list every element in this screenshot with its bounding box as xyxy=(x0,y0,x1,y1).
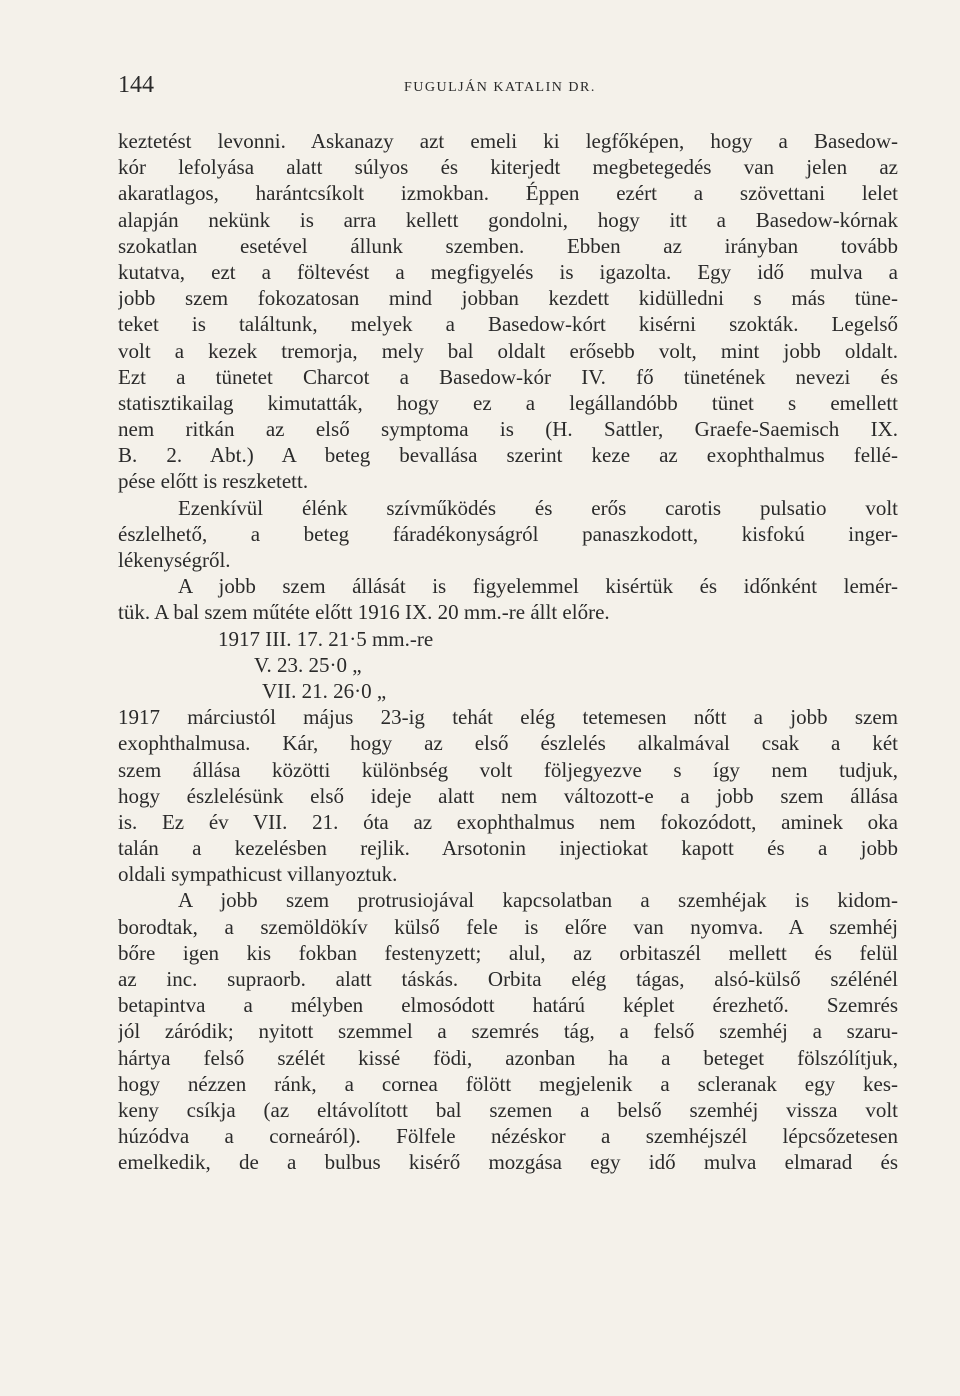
text-line: lékenységről. xyxy=(118,548,231,572)
text-line: húzódva a corneáról). Fölfele nézéskor a szemhéjszél lépcsőzetesen xyxy=(118,1124,898,1149)
text-line: kór lefolyása alatt súlyos és kiterjedt megbetegedés van jelen az xyxy=(118,155,898,180)
text-line: B. 2. Abt.) A beteg bevallása szerint keze az exophthalmus fellé- xyxy=(118,443,898,468)
text-line: betapintva a mélyben elmosódott határú képlet érezhető. Szemrés xyxy=(118,993,898,1018)
text-line: jobb szem fokozatosan mind jobban kezdett kidülledni s más tüne- xyxy=(118,286,898,311)
text-line: hártya felső szélét kissé födi, azonban ha a beteget fölszólítjuk, xyxy=(118,1045,898,1070)
text-line: szem állása közötti különbség volt följegyezve s így nem tudjuk, xyxy=(118,757,898,782)
text-line: talán a kezelésben rejlik. Arsotonin injectiokat kapott és a jobb xyxy=(118,836,898,861)
text-line: statisztikailag kimutatták, hogy ez a legállandóbb tünet s emellett xyxy=(118,390,898,415)
text-line: keny csíkja (az eltávolított bal szemen a belső szemhéj vissza volt xyxy=(118,1097,898,1122)
text-line: volt a kezek tremorja, mely bal oldalt erősebb volt, mint jobb oldalt. xyxy=(118,338,898,363)
running-head: FUGULJÁN KATALIN DR. xyxy=(404,80,596,95)
text-line: exophthalmusa. Kár, hogy az első észlelés alkalmával csak a két xyxy=(118,731,898,756)
text-line: Ezt a tünetet Charcot a Basedow-kór IV. fő tünetének nevezi és xyxy=(118,364,898,389)
text-line: borodtak, a szemöldökív külső fele is előre van nyomva. A szemhéj xyxy=(118,914,898,939)
text-line: A jobb szem állását is figyelemmel kisértük és időnként lemér- xyxy=(178,574,898,599)
document-page xyxy=(118,72,898,1175)
text-line: 1917 márciustól május 23-ig tehát elég tetemesen nőtt a jobb szem xyxy=(118,705,898,730)
text-line: emelkedik, de a bulbus kisérő mozgása egy idő mulva elmarad és xyxy=(118,1150,898,1175)
text-line: nem ritkán az első symptoma is (H. Sattler, Graefe-Saemisch IX. xyxy=(118,417,898,442)
text-line: is. Ez év VII. 21. óta az exophthalmus nem fokozódott, aminek oka xyxy=(118,809,898,834)
text-line: keztetést levonni. Askanazy azt emeli ki legfőképen, hogy a Basedow- xyxy=(118,129,898,153)
page-header xyxy=(118,72,898,112)
text-line: szokatlan esetével állunk szemben. Ebben az irányban tovább xyxy=(118,233,898,258)
text-line: oldali sympathicust villanyoztuk. xyxy=(118,862,398,887)
text-line: jól záródik; nyitott szemmel a szemrés tág, a felső szemhéj a szaru- xyxy=(118,1019,898,1044)
text-line: alapján nekünk is arra kellett gondolni, hogy itt a Basedow-kórnak xyxy=(118,207,898,232)
text-line: hogy nézzen ránk, a cornea fölött megjelenik a scleranak egy kes- xyxy=(118,1071,898,1096)
text-line: kutatva, ezt a föltevést a megfigyelés is igazolta. Egy idő mulva a xyxy=(118,259,898,284)
text-line: pése előtt is reszketett. xyxy=(118,469,309,494)
text-line: V. 23. 25·0 „ xyxy=(254,652,362,677)
text-line: 1917 III. 17. 21·5 mm.-re xyxy=(218,626,434,651)
text-line: Ezenkívül élénk szívműködés és erős carotis pulsatio volt xyxy=(178,495,898,520)
text-line: VII. 21. 26·0 „ xyxy=(262,678,387,703)
text-line: észlelhető, a beteg fáradékonyságról panaszkodott, kisfokú inger- xyxy=(118,521,898,546)
text-line: A jobb szem protrusiojával kapcsolatban a szemhéjak is kidom- xyxy=(178,888,898,913)
body-text xyxy=(118,128,898,1176)
text-line: hogy észlelésünk első ideje alatt nem változott-e a jobb szem állása xyxy=(118,783,898,808)
text-line: teket is találtunk, melyek a Basedow-kórt kisérni szokták. Legelső xyxy=(118,312,898,337)
text-line: bőre igen kis fokban festenyzett; alul, az orbitaszél mellett és felül xyxy=(118,940,898,965)
text-line: az inc. supraorb. alatt táskás. Orbita elég tágas, alsó-külső szélénél xyxy=(118,967,898,991)
text-line: tük. A bal szem műtéte előtt 1916 IX. 20 mm.-re állt előre. xyxy=(118,600,610,625)
text-line: akaratlagos, harántcsíkolt izmokban. Éppen ezért a szövettani lelet xyxy=(118,181,898,206)
page-number: 144 xyxy=(118,72,154,98)
